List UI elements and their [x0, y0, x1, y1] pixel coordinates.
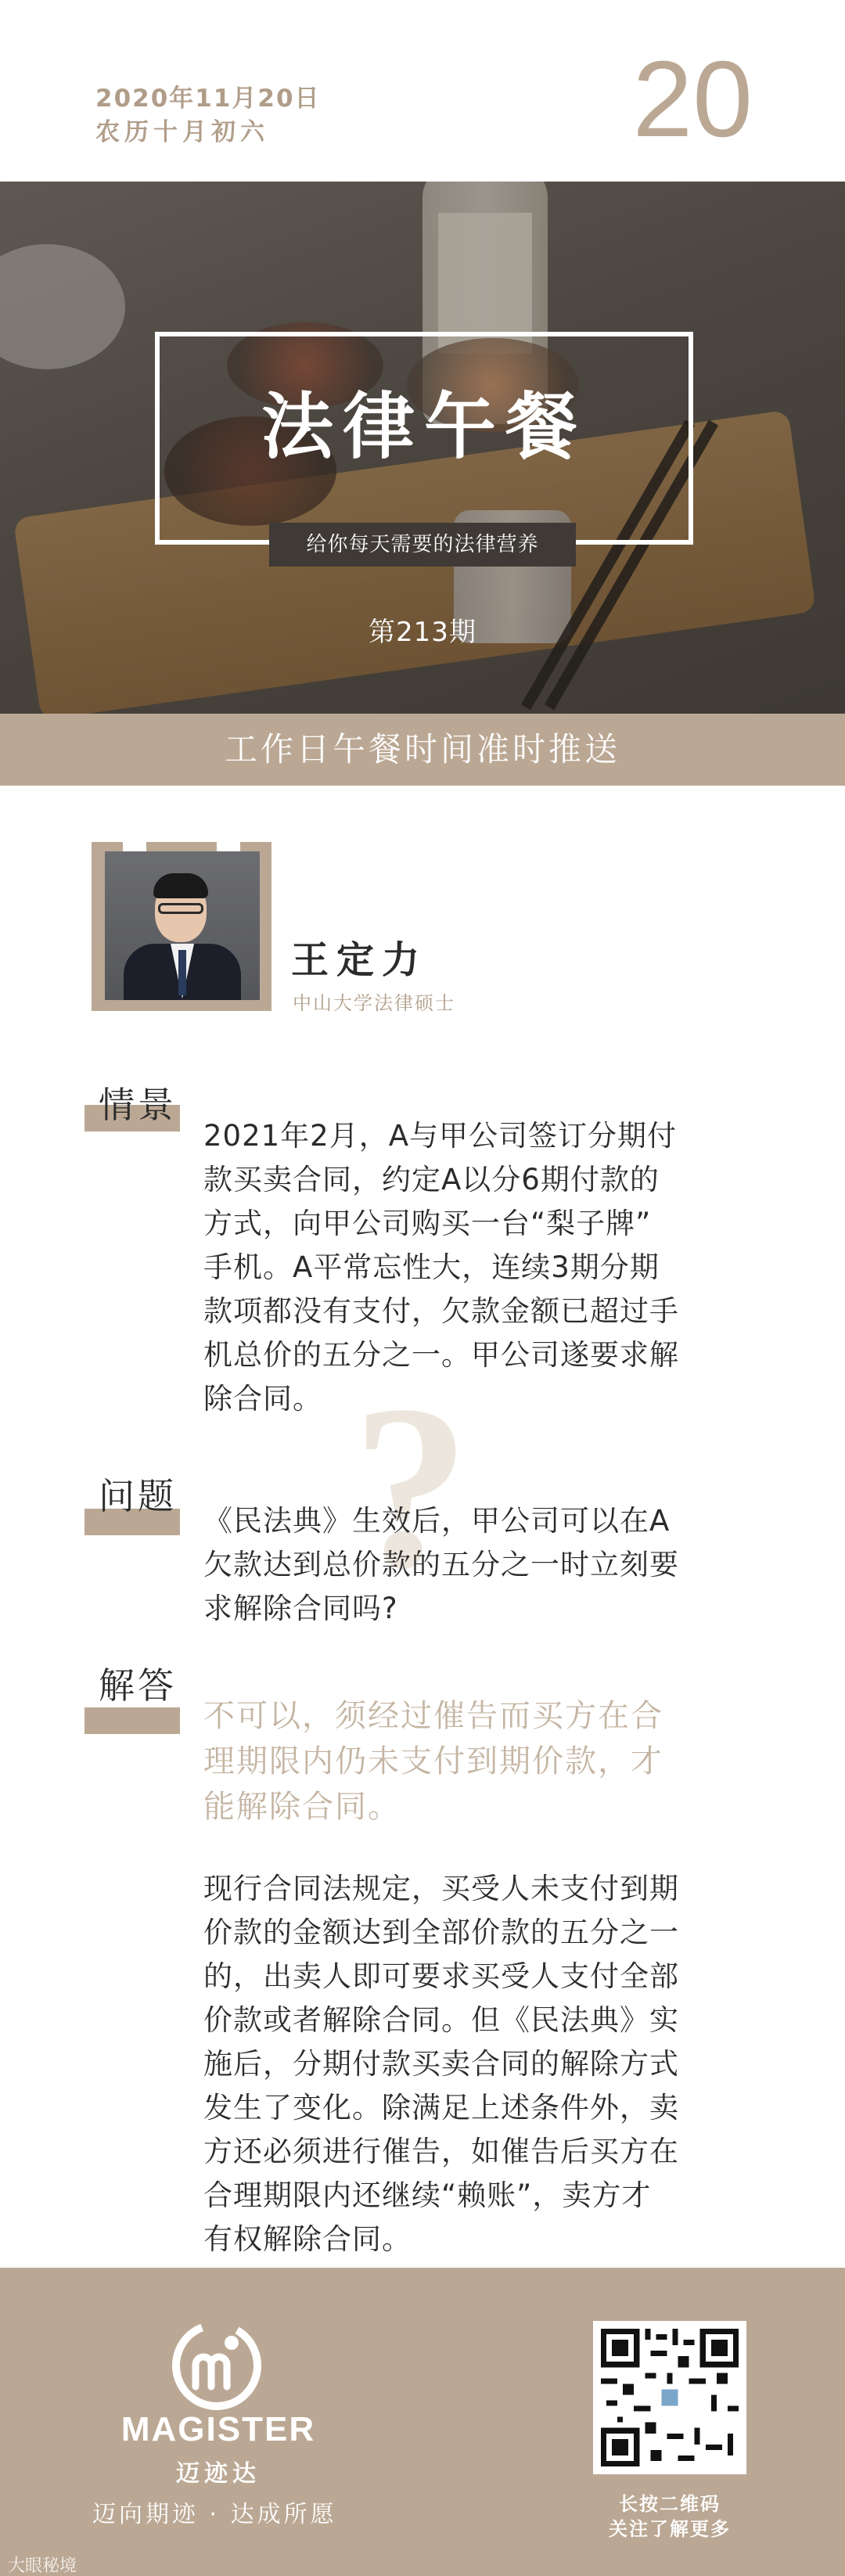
text-line: 方式，向甲公司购买一台“梨子牌” [203, 1207, 652, 1240]
date: 2020年11月20日 [95, 85, 321, 113]
tie-shape [178, 950, 186, 995]
day-number: 20 [632, 39, 753, 160]
answer-body [203, 1867, 751, 2261]
text-line: 款买卖合同，约定A以分6期付款的 [203, 1163, 660, 1196]
text-line: 施后，分期付款买卖合同的解除方式 [203, 2047, 679, 2081]
qr-note: 长按二维码 [619, 2493, 721, 2515]
text-line: 《民法典》生效后，甲公司可以在A [203, 1504, 671, 1538]
title-frame [155, 332, 693, 545]
text-line: 款项都没有支付，欠款金额已超过手 [203, 1294, 679, 1328]
text-line: 现行合同法规定，买受人未支付到期 [203, 1872, 679, 1905]
qr-code-icon[interactable] [593, 2321, 746, 2474]
text-line: 求解除合同吗? [203, 1592, 398, 1625]
frame-notch [123, 842, 146, 851]
section-label-answer: 解答 [99, 1664, 177, 1707]
text-line: 的，出卖人即可要求买受人支付全部 [203, 1959, 679, 1993]
text-line: 手机。A平常忘性大，连续3期分期 [203, 1250, 660, 1284]
header [0, 0, 845, 182]
schedule-band: 工作日午餐时间准时推送 [0, 714, 845, 786]
text-line: 能解除合同。 [203, 1789, 401, 1825]
qr-code-pattern [601, 2329, 739, 2466]
question-paragraph [203, 1499, 751, 1631]
glasses-shape [158, 903, 203, 914]
text-line: 欠款达到总价款的五分之一时立刻要 [203, 1548, 679, 1581]
answer-highlight [203, 1693, 751, 1829]
watermark: 大眼秘境 [8, 2556, 77, 2576]
hero-title: 法律午餐 [261, 385, 587, 469]
lunar-date: 农历十月初六 [95, 118, 269, 146]
text-line: 价款的金额达到全部价款的五分之一 [203, 1916, 679, 1949]
text-line: 除合同。 [203, 1382, 322, 1416]
magister-logo-icon [171, 2319, 263, 2412]
section-bar [84, 1707, 180, 1734]
text-line: 合理期限内还继续“赖账”，卖方才 [203, 2178, 652, 2212]
hero-subtitle: 给你每天需要的法律营养 [269, 523, 576, 567]
section-label-scene: 情景 [99, 1084, 177, 1126]
section-label-question: 问题 [99, 1475, 177, 1517]
brand-name: MAGISTER [120, 2410, 316, 2448]
text-line: 价款或者解除合同。但《民法典》实 [203, 2003, 679, 2037]
question-mark-decor: ? [352, 1357, 469, 1617]
hair-shape [153, 873, 208, 898]
text-line: 不可以，须经过催告而买方在合 [203, 1698, 663, 1734]
text-line: 机总价的五分之一。甲公司遂要求解 [203, 1338, 679, 1372]
author-title: 中山大学法律硕士 [293, 992, 455, 1014]
brand-slogan: 迈向期迹 · 达成所愿 [92, 2501, 337, 2528]
text-line: 方还必须进行催告，如催告后买方在 [203, 2135, 679, 2168]
issue-number: 第213期 [369, 617, 476, 648]
text-line: 有权解除合同。 [203, 2222, 412, 2256]
text-line: 发生了变化。除满足上述条件外，卖 [203, 2091, 679, 2124]
brand-name-cn: 迈迹达 [176, 2460, 261, 2488]
text-line: 2021年2月，A与甲公司签订分期付 [203, 1119, 678, 1153]
author-name: 王定力 [291, 938, 428, 982]
frame-notch [217, 842, 240, 851]
qr-note: 关注了解更多 [609, 2518, 731, 2540]
text-line: 理期限内仍未支付到期价款，才 [203, 1743, 663, 1779]
author-photo [105, 851, 260, 1000]
scene-paragraph [203, 1114, 751, 1421]
